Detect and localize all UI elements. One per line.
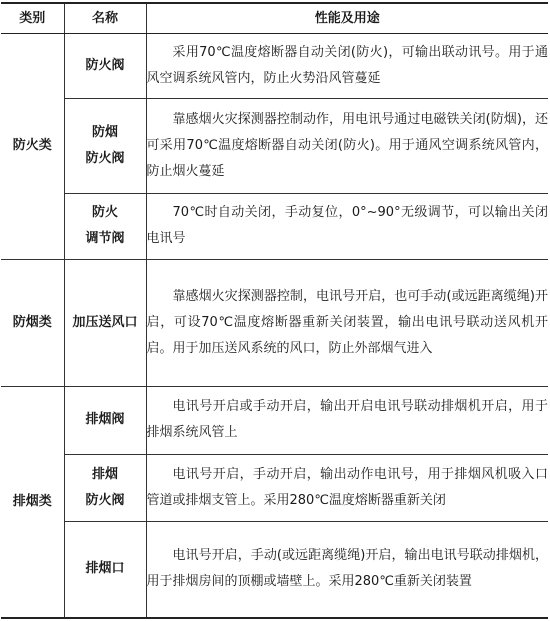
- header-name: 名称: [64, 3, 146, 34]
- description-text: 靠感烟火灾探测器控制动作，用电讯号通过电磁铁关闭(防烟)，还可采用70℃温度熔断器自动关闭(防火)。用于通风空调系统风管内，防止烟火蔓延: [146, 111, 548, 179]
- header-description: 性能及用途: [146, 3, 548, 34]
- table-row: [1, 454, 548, 521]
- description-cell: [146, 521, 548, 618]
- name-cell: [64, 521, 146, 618]
- description-text: 电讯号开启，手动(或远距离缆绳)开启，输出电讯号联动排烟机，用于排烟房间的顶棚或墙壁上。采用280℃重新关闭装置: [146, 548, 548, 590]
- name-line: 调节阀: [85, 231, 125, 247]
- header-row: [1, 3, 548, 34]
- table-row: [1, 99, 548, 194]
- description-text: 采用70℃温度熔断器自动关闭(防火)，可输出联动讯号。用于通风空调系统风管内，防止火势沿风管蔓延: [146, 45, 548, 87]
- description-cell: [146, 454, 548, 521]
- name-cell: [64, 99, 146, 194]
- name-cell: [64, 193, 146, 259]
- name-cell: [64, 386, 146, 454]
- description-text: 70℃时自动关闭，手动复位，0°~90°无级调节，可以输出关闭电讯号: [146, 205, 548, 247]
- category-cell: 排烟类: [1, 386, 64, 618]
- name-line: 防火阀: [85, 492, 125, 508]
- name-line: 防烟: [91, 124, 118, 140]
- description-text: 靠感烟火灾探测器控制，电讯号开启，也可手动(或远距离缆绳)开启，可设70℃温度熔断器重新关闭装置，输出电讯号联动送风机开启。用于加压送风系统的风口，防止外部烟气进入: [146, 288, 548, 356]
- name-line: 加压送风口: [72, 314, 138, 330]
- table-row: [1, 386, 548, 454]
- name-line: 排烟口: [85, 561, 125, 577]
- name-cell: [64, 34, 146, 99]
- table-row: [1, 34, 548, 99]
- name-line: 排烟: [91, 466, 118, 482]
- name-cell: [64, 454, 146, 521]
- name-line: 防火阀: [85, 58, 125, 74]
- description-cell: [146, 193, 548, 259]
- description-cell: [146, 99, 548, 194]
- description-cell: [146, 34, 548, 99]
- description-cell: [146, 259, 548, 386]
- table-row: [1, 193, 548, 259]
- name-line: 防火: [91, 205, 118, 221]
- name-line: 防火阀: [85, 150, 125, 166]
- category-cell: 防火类: [1, 34, 64, 260]
- name-cell: [64, 259, 146, 386]
- header-category: 类别: [1, 3, 64, 34]
- description-text: 电讯号开启或手动开启，输出开启电讯号联动排烟机开启，用于排烟系统风管上: [146, 399, 548, 441]
- table-row: [1, 521, 548, 618]
- table-row: [1, 259, 548, 386]
- name-line: 排烟阀: [85, 412, 125, 428]
- category-cell: 防烟类: [1, 259, 64, 386]
- description-text: 电讯号开启，手动开启，输出动作电讯号，用于排烟风机吸入口管道或排烟支管上。采用280℃温度熔断器重新关闭: [146, 466, 548, 508]
- fire-smoke-valve-table: [1, 2, 548, 619]
- description-cell: [146, 386, 548, 454]
